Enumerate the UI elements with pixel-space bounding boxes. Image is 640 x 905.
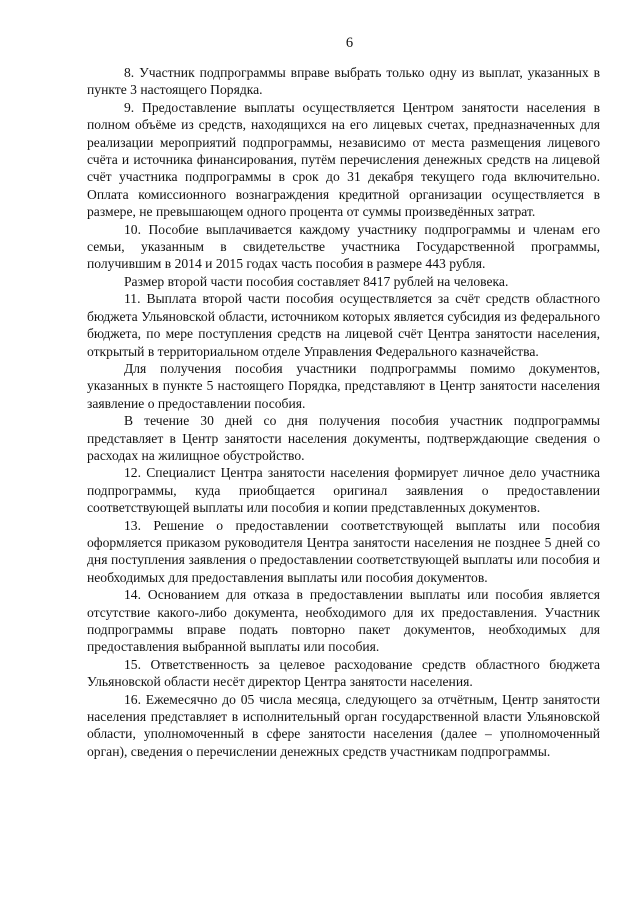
paragraph-9: 9. Предоставление выплаты осуществляется Центром занятости населения в полном объёме из средств, находящихся на его лицевых счетах, предназначенных для реализации мероприятий подпрограммы, независимо от места размещения лицевого счёта и источника финансирования, путём перечисления денежных средств на лицевой счёт участника подпрограммы в срок до 31 декабря текущего года включительно. Оплата комиссионного вознаграждения кредитной организации осуществляется в размере, не превышающем одного процента от суммы произведённых затрат. [87, 99, 600, 220]
paragraph-13: 13. Решение о предоставлении соответствующей выплаты или пособия оформляется приказом руководителя Центра занятости населения не позднее 5 дней со дня поступления заявления о предоставлении соответствующей выплаты или пособия и необходимых для предоставления выплаты или пособия документов. [87, 517, 600, 585]
paragraph-16: 16. Ежемесячно до 05 числа месяца, следующего за отчётным, Центр занятости населения представляет в исполнительный орган государственной власти Ульяновской области, уполномоченный в сфере занятости населения (далее – уполномоченный орган), сведения о перечислении денежных средств участникам подпрограммы. [87, 691, 600, 759]
paragraph-11: 11. Выплата второй части пособия осуществляется за счёт средств областного бюджета Ульяновской области, источником которых является субсидия из федерального бюджета, по мере поступления средств на лицевой счёт Центра занятости населения, открытый в территориальном отделе Управления Федерального казначейства. [87, 291, 600, 359]
page-number: 6 [345, 35, 354, 51]
paragraph-11-documents: Для получения пособия участники подпрограммы помимо документов, указанных в пункте 5 настоящего Порядка, представляют в Центр занятости населения заявление о предоставлении пособия. [87, 360, 600, 411]
paragraph-10-amount: Размер второй части пособия составляет 8417 рублей на человека. [124, 273, 509, 289]
paragraph-11-deadline: В течение 30 дней со дня получения пособия участник подпрограммы представляет в Центр занятости населения документы, подтверждающие сведения о расходах на жилищное обустройство. [87, 413, 600, 463]
paragraph-15: 15. Ответственность за целевое расходование средств областного бюджета Ульяновской области несёт директор Центра занятости населения. [87, 656, 600, 690]
paragraph-14: 14. Основанием для отказа в предоставлении выплаты или пособия является отсутствие какого-либо документа, необходимого для их предоставления. Участник подпрограммы вправе подать повторно пакет документов, необходимых для предоставления выбранной выплаты или пособия. [87, 587, 600, 655]
paragraph-8: 8. Участник подпрограммы вправе выбрать только одну из выплат, указанных в пункте 3 настоящего Порядка. [87, 65, 600, 98]
paragraph-10: 10. Пособие выплачивается каждому участнику подпрограммы и членам его семьи, указанным в свидетельстве участника Государственной программы, получившим в 2014 и 2015 годах часть пособия в размере 443 рубля. [87, 221, 600, 272]
paragraph-12: 12. Специалист Центра занятости населения формирует личное дело участника подпрограммы, куда приобщается оригинал заявления о предоставлении соответствующей выплаты или пособия и копии представленных документов. [87, 465, 600, 516]
